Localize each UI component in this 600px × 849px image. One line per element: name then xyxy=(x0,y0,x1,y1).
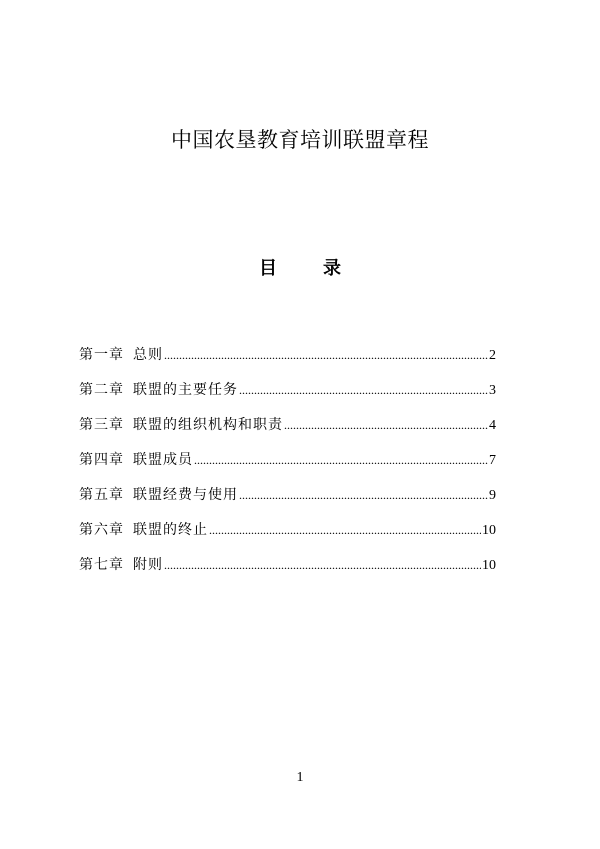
toc-chapter-title: 联盟经费与使用 xyxy=(133,487,238,503)
toc-heading xyxy=(0,254,600,280)
toc-dot-leader xyxy=(194,449,488,471)
toc-dot-leader xyxy=(209,519,481,541)
toc-entry-chapter-2[interactable] xyxy=(79,379,496,414)
toc-dot-leader xyxy=(164,344,488,366)
toc-entry-chapter-6[interactable] xyxy=(79,519,496,554)
toc-page-number: 3 xyxy=(489,383,496,398)
toc-page-number: 10 xyxy=(482,558,496,573)
toc-chapter-label: 第六章 xyxy=(79,522,124,538)
toc-entry-chapter-4[interactable] xyxy=(79,449,496,484)
toc-chapter-label: 第七章 xyxy=(79,557,124,573)
toc-chapter-title: 联盟成员 xyxy=(133,452,193,468)
toc-chapter-title: 总则 xyxy=(133,347,163,363)
document-title: 中国农垦教育培训联盟章程 xyxy=(171,128,429,152)
toc-chapter-title: 联盟的组织机构和职责 xyxy=(133,417,283,433)
toc-page-number: 10 xyxy=(482,523,496,538)
toc-page-number: 7 xyxy=(489,453,496,468)
toc-page-number: 4 xyxy=(489,418,496,433)
toc-heading-char-1: 目 xyxy=(259,258,277,279)
page-number: 1 xyxy=(296,770,304,785)
toc-chapter-label: 第四章 xyxy=(79,452,124,468)
toc-chapter-label: 第一章 xyxy=(79,347,124,363)
toc-entry-chapter-3[interactable] xyxy=(79,414,496,449)
toc-chapter-title: 联盟的终止 xyxy=(133,522,208,538)
table-of-contents xyxy=(79,344,496,589)
toc-dot-leader xyxy=(239,484,488,506)
toc-chapter-title: 附则 xyxy=(133,557,163,573)
toc-entry-chapter-7[interactable] xyxy=(79,554,496,589)
toc-heading-char-2: 录 xyxy=(323,258,341,279)
toc-page-number: 2 xyxy=(489,348,496,363)
toc-chapter-label: 第五章 xyxy=(79,487,124,503)
toc-entry-chapter-5[interactable] xyxy=(79,484,496,519)
toc-chapter-title: 联盟的主要任务 xyxy=(133,382,238,398)
toc-dot-leader xyxy=(239,379,488,401)
toc-entry-chapter-1[interactable] xyxy=(79,344,496,379)
toc-dot-leader xyxy=(284,414,488,436)
toc-chapter-label: 第三章 xyxy=(79,417,124,433)
toc-dot-leader xyxy=(164,554,481,576)
toc-chapter-label: 第二章 xyxy=(79,382,124,398)
toc-page-number: 9 xyxy=(489,488,496,503)
